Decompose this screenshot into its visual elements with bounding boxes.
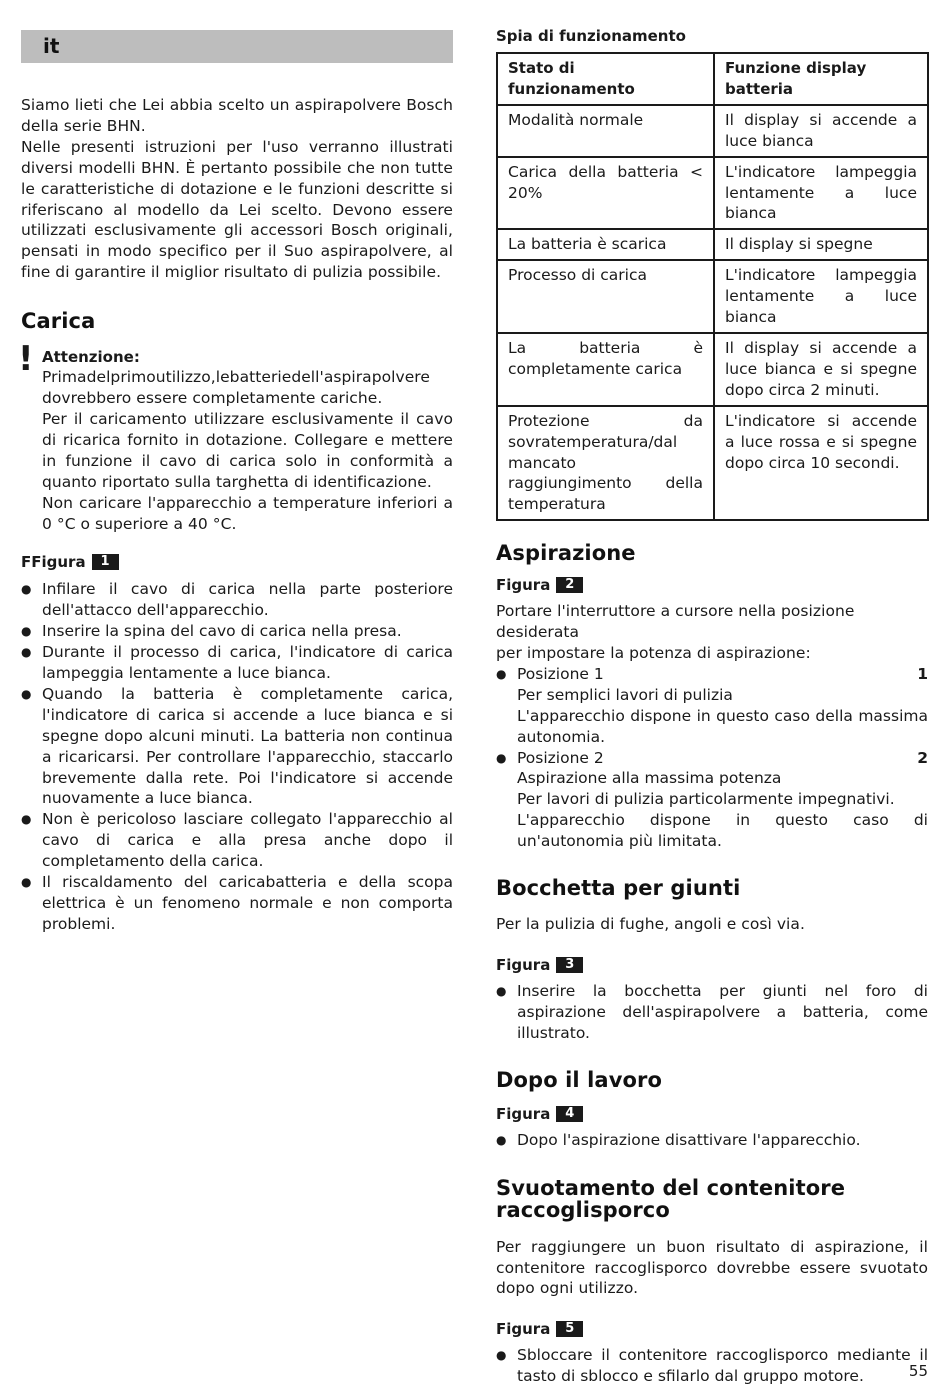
figure-number-badge: 3 xyxy=(556,957,583,973)
table-cell: Processo di carica xyxy=(497,260,714,333)
table-cell: L'indicatore lampeggia lentamente a luce bianca xyxy=(714,260,928,333)
table-header-row xyxy=(497,53,928,105)
bocchetta-list xyxy=(496,981,928,1044)
position-number: 2 xyxy=(917,748,928,767)
section-title-aspirazione: Aspirazione xyxy=(496,541,636,566)
position-number: 1 xyxy=(917,664,928,683)
section-title-bocchetta: Bocchetta per giunti xyxy=(496,876,741,901)
table-header-cell: Stato di funzionamento xyxy=(497,53,714,105)
right-column xyxy=(496,26,928,1387)
figure-label xyxy=(496,955,928,975)
list-item: ● Inserire la spina del cavo di carica nella presa. xyxy=(21,621,453,642)
list-item: ● Infilare il cavo di carica nella parte posteriore dell'attacco dell'apparecchio. xyxy=(21,579,453,621)
figure-label xyxy=(496,1319,928,1339)
table-cell: Il display si spegne xyxy=(714,229,928,260)
status-table-title: Spia di funzionamento xyxy=(496,27,686,45)
table-cell: La batteria è completamente carica xyxy=(497,333,714,406)
figure-label xyxy=(496,575,928,595)
position-desc: Aspirazione alla massima potenza xyxy=(517,769,782,788)
body-text: Per raggiungere un buon risultato di aspirazione, il contenitore raccoglisporco dovrebbe essere svuotato dopo ogni utilizzo. xyxy=(496,1237,928,1298)
body-text: per impostare la potenza di aspirazione: xyxy=(496,644,811,663)
list-item-position-1 xyxy=(496,664,928,748)
list-item: ● Quando la batteria è completamente carica, l'indicatore di carica si accende a luce bianca e si spegne dopo alcuni minuti. La batteria non continua a ricaricarsi. Per controllare l'apparecchio, staccarlo brevemente dalla rete. Poi l'indicatore si accende nuovamente a luce bianca. xyxy=(21,684,453,809)
section-title-dopo: Dopo il lavoro xyxy=(496,1067,663,1092)
table-cell: La batteria è scarica xyxy=(497,229,714,260)
figure-label-text: Figura xyxy=(496,576,551,595)
list-item: ● Non è pericoloso lasciare collegato l'apparecchio al cavo di carica e alla presa anche dopo il completamento della carica. xyxy=(21,809,453,872)
table-cell: Il display si accende a luce bianca e si spegne dopo circa 2 minuti. xyxy=(714,333,928,406)
table-row xyxy=(497,229,928,260)
warning-text: Non caricare l'apparecchio a temperature inferiori a 0 °C o superiore a 40 °C. xyxy=(42,493,453,533)
list-item-position-2 xyxy=(496,748,928,853)
figure-number-badge: 4 xyxy=(556,1106,583,1122)
position-desc: Per semplici lavori di pulizia xyxy=(517,685,733,704)
list-item: ● Inserire la bocchetta per giunti nel foro di aspirazione dell'aspirapolvere a batteria, come illustrato. xyxy=(496,981,928,1044)
list-item: ● Sbloccare il contenitore raccoglisporco mediante il tasto di sblocco e sfilarlo dal gruppo motore. xyxy=(496,1345,928,1387)
position-desc: L'apparecchio dispone in questo caso della massima autonomia. xyxy=(517,706,928,746)
language-code: it xyxy=(43,34,60,58)
intro-paragraph: Siamo lieti che Lei abbia scelto un aspirapolvere Bosch della serie BHN. xyxy=(21,96,453,135)
table-header-cell: Funzione display batteria xyxy=(714,53,928,105)
list-item: ● Dopo l'aspirazione disattivare l'apparecchio. xyxy=(496,1130,928,1151)
charging-steps-list xyxy=(21,579,453,934)
status-table xyxy=(496,52,929,521)
table-cell: L'indicatore si accende a luce rossa e si spegne dopo circa 10 secondi. xyxy=(714,406,928,521)
figure-label xyxy=(21,552,453,572)
table-row xyxy=(497,333,928,406)
position-desc: L'apparecchio dispone in questo caso di un'autonomia più limitata. xyxy=(517,811,928,851)
figure-number-badge: 5 xyxy=(556,1321,583,1337)
table-cell: Modalità normale xyxy=(497,105,714,157)
body-text: Portare l'interruttore a cursore nella posizione desiderata xyxy=(496,602,855,642)
svuotamento-list xyxy=(496,1345,928,1387)
figure-label-text: FFigura xyxy=(21,553,86,572)
section-title-svuotamento: Svuotamento del contenitore raccoglisporco xyxy=(496,1175,846,1222)
left-column xyxy=(18,95,453,935)
table-cell: Carica della batteria < 20% xyxy=(497,157,714,230)
warning-text: Per il caricamento utilizzare esclusivamente il cavo di ricarica fornito in dotazione. Collegare e mettere in funzione il cavo di carica solo in conformità a quanto riportato sulla targhetta di identificazione. xyxy=(42,409,453,491)
list-item: ● Il riscaldamento del caricabatteria e della scopa elettrica è un fenomeno normale e non comporta problemi. xyxy=(21,872,453,935)
table-cell: Protezione da sovratemperatura/dal mancato raggiungimento della temperatura xyxy=(497,406,714,521)
table-cell: L'indicatore lampeggia lentamente a luce bianca xyxy=(714,157,928,230)
warning-block xyxy=(18,339,453,534)
warning-title: Attenzione: xyxy=(42,348,140,367)
section-title-carica: Carica xyxy=(21,309,96,334)
position-desc: Per lavori di pulizia particolarmente impegnativi. xyxy=(517,790,895,809)
warning-text: Primadelprimoutilizzo,lebatteriedell'aspirapolvere dovrebbero essere completamente cariche. xyxy=(42,368,430,408)
exclamation-icon: ! xyxy=(18,339,34,380)
figure-label xyxy=(496,1104,928,1124)
figure-label-text: Figura xyxy=(496,1320,551,1339)
table-cell: Il display si accende a luce bianca xyxy=(714,105,928,157)
dopo-list xyxy=(496,1130,928,1151)
figure-label-text: Figura xyxy=(496,1104,551,1123)
intro-section xyxy=(21,95,453,283)
position-label: ● Posizione 2 xyxy=(517,748,604,767)
language-bar xyxy=(21,30,453,63)
table-row xyxy=(497,260,928,333)
table-row xyxy=(497,157,928,230)
power-positions-list xyxy=(496,664,928,852)
intro-paragraph: Nelle presenti istruzioni per l'uso verranno illustrati diversi modelli BHN. È pertanto possibile che non tutte le caratteristiche di dotazione e le funzioni descritte si riferiscano al modello da Lei scelto. Devono essere utilizzati esclusivamente gli accessori Bosch originali, pensati in modo specifico per il Suo aspirapolvere, al fine di garantire il miglior risultato di pulizia possibile. xyxy=(21,137,453,282)
figure-number-badge: 2 xyxy=(556,577,583,593)
table-row xyxy=(497,406,928,521)
body-text: Per la pulizia di fughe, angoli e così via. xyxy=(496,915,805,934)
table-row xyxy=(497,105,928,157)
list-item: ● Durante il processo di carica, l'indicatore di carica lampeggia lentamente a luce bianca. xyxy=(21,642,453,684)
figure-label-text: Figura xyxy=(496,956,551,974)
page-number: 55 xyxy=(908,1362,928,1380)
figure-number-badge: 1 xyxy=(92,554,119,570)
position-label: ● Posizione 1 xyxy=(517,664,604,683)
